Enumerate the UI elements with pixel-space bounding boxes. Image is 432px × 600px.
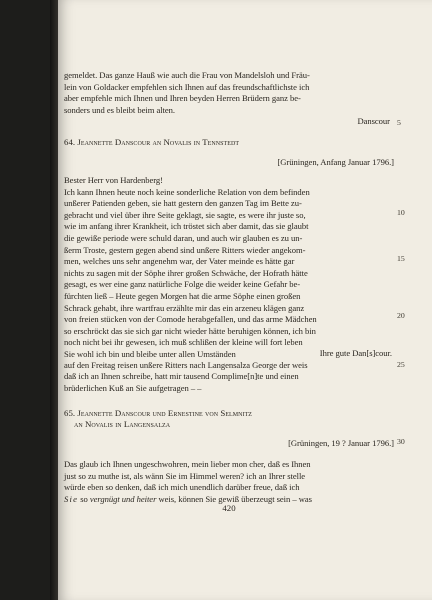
letter-64-dateline-block <box>64 157 394 169</box>
signature-danscour: Danscour <box>357 116 390 127</box>
continuation-paragraph <box>64 70 394 128</box>
text-line: auf den Freitag reisen unßere Ritters nach Langensalza George der weis <box>64 359 308 370</box>
text-line: unßerer Patienden geben, sie hatt gestern den ganzen Tag im Bette zu- <box>64 198 302 209</box>
italic-text: vergnügt und heiter <box>89 493 157 504</box>
letter-65-dateline-block <box>64 438 394 450</box>
letter-65-dateline: [Grüningen, 19 ? Januar 1796.] <box>288 438 394 448</box>
text-line: die gewiße periode were schuld daran, und auch wir glauben es zu un- <box>64 232 303 243</box>
text-line: Das glaub ich Ihnen ungeschwohren, mein lieber mon cher, daß es Ihnen <box>64 459 311 469</box>
text-line: brüderlichen Kuß an Sie aufgetragen – – <box>64 382 202 393</box>
letter-64-salutation: Bester Herr von Hardenberg! <box>64 175 163 185</box>
text-line: gesagt, es wer eine ganz natürliche Folge die weider keine Gefahr be- <box>64 279 301 290</box>
line-number: 30 <box>397 437 405 446</box>
letter-64-heading: 64. Jeannette Danscour an Novalis in Tennstedt <box>64 137 240 147</box>
text-line: sonders und es bleibt beim alten. <box>64 104 176 115</box>
line-number: 25 <box>397 360 405 369</box>
text-line: Sie wohl ich bin und bleibe unter allen Umständen <box>64 348 236 359</box>
text-line: noch nicht bei ihr gewesen, ich muß schlißen der kleine will fort leben <box>64 337 303 348</box>
text-line: von freien stücken von der Comode herabgefallen, und das arme Mädchen <box>64 314 317 325</box>
text-span: so <box>78 493 90 504</box>
text-line: ßerm Troste, gestern gegen abend sind unßere Ritters wieder angekom- <box>64 244 306 255</box>
line-number: 20 <box>397 311 405 320</box>
text-line: so erschröckt das sie sich gar nicht wieder hätte beruhigen können, ich bin <box>64 325 316 336</box>
text-line: nichts zu sagen mit der Söphe ihrer großen Schwäche, der Hofrath hätte <box>64 267 308 278</box>
text-line: Ich kann Ihnen heute noch keine sonderliche Relation von dem befinden <box>64 186 310 197</box>
letter-64-closing: Ihre gute Dan[s]cour. <box>319 348 392 358</box>
letter-65-heading: 65. Jeannette Danscour und Ernestine von Selmnitz <box>64 408 253 418</box>
text-line: würde eben so denken, daß ich mich unendlich darüber freue, daß ich <box>64 482 300 493</box>
text-line: daß ich an Ihnen schreibe, hatt mir tausend Complime[n]te und einen <box>64 371 299 382</box>
letter-65-body <box>64 459 394 505</box>
text-line: fürchten ließ – Heute gegen Morgen hat die arme Söphe einen großen <box>64 290 301 301</box>
text-span: weis, können Sie gewiß überzeugt sein – was <box>156 493 312 504</box>
text-line: gemeldet. Das ganze Hauß wie auch die Frau von Mandelsloh und Fräu- <box>64 70 310 80</box>
text-line: just so zu muthe ist, als wänn Sie im Himmel weren? ich an Ihrer stelle <box>64 470 306 481</box>
letter-64-body <box>64 175 394 361</box>
line-number: 10 <box>397 208 405 217</box>
page-number: 420 <box>222 503 236 513</box>
letter-64-dateline: [Grüningen, Anfang Januar 1796.] <box>277 157 394 167</box>
text-line: gebracht und viel über ihre Seite geklagt, sie sagte, es were ihr juste so, <box>64 209 306 220</box>
text-line: men, welches uns sehr angenehm war, der Vater meinde es hätte gar <box>64 256 295 267</box>
text-line: wie im anfang ihrer Krankheit, ich tröstet sich aber damit, das sie glaubt <box>64 221 309 232</box>
text-line: aber empfehle mich Ihnen und Ihren beyden Herren Brüdern ganz be- <box>64 93 301 104</box>
letter-65-heading-cont: an Novalis in Langensalza <box>74 419 171 429</box>
text-line: Schrack gehabt, ihre wartfrau erzählte mir das ein arzeneu klägen ganz <box>64 302 305 313</box>
spaced-italic: Sie <box>64 493 79 504</box>
line-number: 5 <box>397 118 401 127</box>
letter-64-closing-block <box>64 348 394 394</box>
text-line: lein von Goldacker empfehlen sich Ihnen auf das freundschaftlichste ich <box>64 81 310 92</box>
line-number: 15 <box>397 254 405 263</box>
